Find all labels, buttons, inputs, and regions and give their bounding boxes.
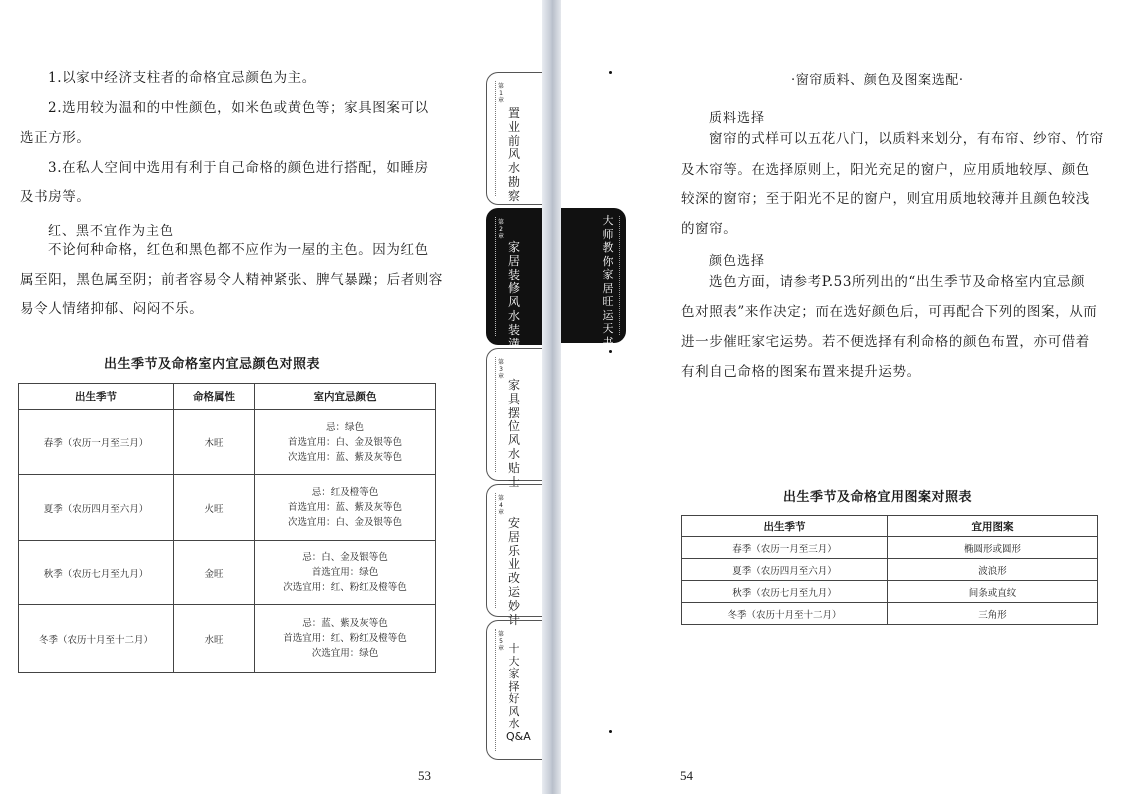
season-cell: 冬季（农历十月至十二月）: [682, 603, 888, 625]
pattern-table-title: 出生季节及命格宜用图案对照表: [783, 490, 973, 505]
material-line-4: 的窗帘。: [681, 221, 738, 237]
colors-cell: [255, 475, 436, 541]
paragraph-3: 3.在私人空间中选用有利于自己命格的颜色进行搭配，如睡房: [48, 160, 429, 176]
attr-cell: 金旺: [174, 541, 255, 605]
header-attr: 命格属性: [174, 384, 255, 410]
table-row: [19, 410, 436, 475]
color-second: 次选宜用：蓝、紫及灰等色: [287, 451, 402, 463]
header-colors: 室内宜忌颜色: [255, 384, 436, 410]
chapter-tab-4[interactable]: [486, 484, 542, 627]
book-title: 大师教你家居旺运天书: [602, 214, 614, 349]
color-first: 首选宜用：红、粉红及橙等色: [283, 633, 407, 644]
color-avoid: 忌：红及橙等色: [311, 487, 379, 498]
table-row: [19, 475, 436, 541]
color-second: 次选宜用：白、金及银等色: [287, 517, 402, 528]
paragraph-1: 1.以家中经济支柱者的命格宜忌颜色为主。: [48, 70, 316, 86]
pattern-table: [681, 515, 1098, 625]
pattern-cell: 椭圆形或圆形: [888, 537, 1098, 559]
table-row: [682, 581, 1098, 603]
table-row: [19, 605, 436, 673]
chapter-number: 第4章: [497, 495, 504, 516]
header-season: 出生季节: [682, 516, 888, 537]
material-line-2: 及木帘等。在选择原则上，阳光充足的窗户，应用质地较厚、颜色: [681, 162, 1090, 178]
colors-cell: [255, 541, 436, 605]
body-line-1: 不论何种命格，红色和黑色都不应作为一屋的主色。因为红色: [48, 242, 429, 258]
left-page: [0, 0, 542, 794]
season-cell: 夏季（农历四月至六月）: [682, 559, 888, 581]
chapter-title: 十大家择好风水Q&A: [506, 642, 531, 743]
color-line-2: 色对照表”来作决定；而在选好颜色后，可再配合下列的图案，从而: [681, 304, 1098, 320]
chapter-tab-1[interactable]: [486, 72, 542, 205]
season-cell: 秋季（农历七月至九月）: [682, 581, 888, 603]
chapter-number: 第1章: [497, 83, 504, 104]
material-line-1: 窗帘的式样可以五花八门，以质料来划分，有布帘、纱帘、竹帘: [709, 131, 1104, 147]
paragraph-2: 2.选用较为温和的中性颜色，如米色或黄色等；家具图案可以: [48, 100, 429, 116]
color-first: 首选宜用：白、金及银等色: [287, 436, 402, 448]
color-first: 首选宜用：绿色: [311, 567, 379, 578]
season-cell: 春季（农历一月至三月）: [19, 410, 174, 475]
pattern-cell: 间条或直纹: [888, 581, 1098, 603]
section-title-material: 质料选择: [709, 111, 766, 126]
color-table: [18, 383, 436, 673]
color-line-1: 选色方面，请参考P.53所列出的“出生季节及命格室内宜忌颜: [709, 274, 1086, 290]
color-first: 首选宜用：蓝、紫及灰等色: [287, 502, 402, 513]
color-table-title: 出生季节及命格室内宜忌颜色对照表: [104, 357, 321, 372]
chapter-tab-3[interactable]: [486, 348, 542, 489]
chapter-number: 第3章: [497, 359, 504, 380]
right-page: [561, 0, 1135, 794]
color-avoid: 忌：白、金及银等色: [302, 552, 388, 563]
attr-cell: 火旺: [174, 475, 255, 541]
color-avoid: 忌：绿色: [325, 421, 364, 433]
paragraph-3-cont: 及书房等。: [20, 189, 91, 205]
right-page-header: ·窗帘质料、颜色及图案选配·: [791, 73, 964, 88]
page-number-right: 54: [680, 768, 693, 783]
table-row: [19, 541, 436, 605]
page-number-left: 53: [418, 768, 431, 783]
color-avoid: 忌：蓝、紫及灰等色: [302, 618, 388, 629]
chapter-title: 家居装修风水装潢: [507, 240, 520, 351]
colors-cell: [255, 410, 436, 475]
attr-cell: 木旺: [174, 410, 255, 475]
table-row: [682, 537, 1098, 559]
chapter-title: 安居乐业改运妙计: [507, 516, 520, 627]
color-line-3: 进一步催旺家宅运势。若不便选择有利命格的颜色布置，亦可借着: [681, 334, 1090, 350]
body-line-2: 属至阳，黑色属至阴；前者容易令人精神紧张、脾气暴躁；后者则容: [20, 272, 443, 288]
book-gutter: [542, 0, 561, 794]
chapter-number: 第2章: [497, 219, 504, 240]
material-line-3: 较深的窗帘；至于阳光不足的窗户，则宜用质地较薄并且颜色较浅: [681, 191, 1090, 207]
pattern-cell: 波浪形: [888, 559, 1098, 581]
color-second: 次选宜用：红、粉红及橙等色: [283, 582, 407, 593]
chapter-number: 第5章: [497, 631, 504, 652]
season-cell: 秋季（农历七月至九月）: [19, 541, 174, 605]
season-cell: 春季（农历一月至三月）: [682, 537, 888, 559]
color-second: 次选宜用：绿色: [311, 648, 379, 659]
season-cell: 冬季（农历十月至十二月）: [19, 605, 174, 673]
header-pattern: 宜用图案: [888, 516, 1098, 537]
attr-cell: 水旺: [174, 605, 255, 673]
section-title-color: 颜色选择: [709, 254, 766, 269]
chapter-title: 置业前风水勘察: [507, 106, 520, 203]
table-row: [682, 603, 1098, 625]
season-cell: 夏季（农历四月至六月）: [19, 475, 174, 541]
chapter-tab-2[interactable]: [486, 208, 542, 351]
colors-cell: [255, 605, 436, 673]
chapter-tab-5[interactable]: [486, 620, 542, 760]
table-row: [682, 559, 1098, 581]
subheading: 红、黑不宜作为主色: [48, 224, 175, 239]
color-line-4: 有利自己命格的图案布置来提升运势。: [681, 364, 921, 380]
chapter-title: 家具摆位风水贴士: [507, 378, 520, 489]
pattern-cell: 三角形: [888, 603, 1098, 625]
header-season: 出生季节: [19, 384, 174, 410]
paragraph-2-cont: 选正方形。: [20, 130, 91, 146]
body-line-3: 易令人情绪抑郁、闷闷不乐。: [20, 301, 204, 317]
